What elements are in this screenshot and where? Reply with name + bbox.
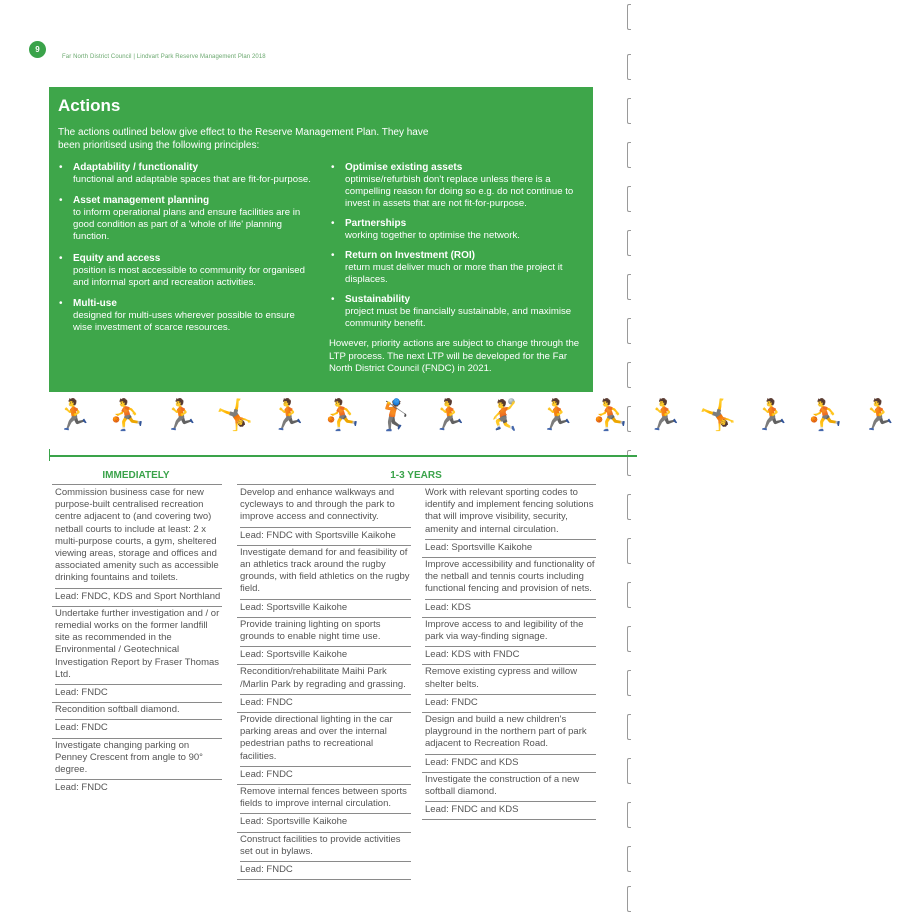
bullet-icon: •: [59, 195, 63, 206]
action-description: Provide directional lighting in the car parking areas and over the internal pedestrian paths to recreational facilities.: [240, 714, 393, 762]
principle-item: [57, 298, 311, 334]
bullet-icon: •: [59, 298, 63, 309]
action-item: [52, 607, 222, 703]
immediately-heading: IMMEDIATELY: [102, 470, 170, 481]
action-lead: Lead: FNDC: [55, 684, 222, 699]
principles-right-column: [329, 162, 585, 376]
principle-text: position is most accessible to community for organised and informal sport and recreation activities.: [73, 265, 305, 288]
principle-title: Equity and access: [73, 253, 161, 264]
principle-text: project must be financially sustainable, and maximise community benefit.: [345, 306, 572, 329]
principle-title: Adaptability / functionality: [73, 162, 199, 173]
action-lead: Lead: Sportsville Kaikohe: [240, 646, 411, 661]
principle-title: Multi-use: [73, 298, 117, 309]
principles-left-column: [57, 162, 311, 334]
action-description: Design and build a new children's playground in the northern part of park adjacent to Recreation Road.: [425, 714, 587, 750]
action-description: Construct facilities to provide activities set out in bylaws.: [240, 833, 401, 857]
actions-panel: [49, 87, 593, 392]
action-item: [52, 739, 222, 798]
principle-item: [57, 195, 311, 243]
action-description: Develop and enhance walkways and cycleways to and through the park to improve access and connectivity.: [240, 487, 395, 523]
action-item: [237, 665, 411, 713]
action-item: [237, 546, 411, 618]
running-header: Far North District Council | Lindvart Park Reserve Management Plan 2018: [62, 54, 266, 60]
heading-underline: [52, 484, 222, 485]
action-item: [422, 486, 596, 558]
action-item: [422, 618, 596, 666]
action-description: Investigate demand for and feasibility of an athletics track around the rugby grounds, with field athletics on the rugby field.: [240, 546, 410, 595]
bullet-icon: •: [59, 162, 63, 173]
principle-text: optimise/refurbish don't replace unless there is a compelling reason for doing so e.g. do not continue to invest in assets that are not fit-for-purpose.: [345, 174, 574, 209]
action-description: Recondition softball diamond.: [55, 704, 180, 716]
bullet-icon: •: [331, 294, 335, 305]
principle-item: [329, 162, 585, 210]
action-description: Undertake further investigation and / or remedial works on the former landfill site as recommended in the Environmental / Geotechnical Investigation Report by Fraser Thomas Ltd.: [55, 607, 220, 680]
action-description: Investigate changing parking on Penney Crescent from angle to 90° degree.: [55, 739, 203, 776]
action-item: [237, 486, 411, 546]
one-to-three-years-column-1: [237, 486, 411, 880]
action-item: [422, 558, 596, 618]
action-item: [237, 785, 411, 833]
action-lead: Lead: FNDC and KDS: [425, 801, 596, 816]
actions-intro: The actions outlined below give effect to the Reserve Management Plan. They have been prioritised using the following principles:: [58, 127, 429, 151]
action-item: [237, 833, 411, 881]
bullet-icon: •: [331, 218, 335, 229]
principle-title: Sustainability: [345, 294, 411, 305]
action-lead: Lead: FNDC: [55, 719, 222, 734]
principle-text: to inform operational plans and ensure facilities are in good condition as part of a 'whole of life' planning function.: [73, 207, 301, 242]
action-item: [237, 618, 411, 666]
action-lead: Lead: FNDC: [240, 861, 411, 876]
action-lead: Lead: FNDC, KDS and Sport Northland: [55, 588, 222, 603]
action-description: Provide training lighting on sports grounds to enable night time use.: [240, 618, 381, 643]
action-description: Improve access to and legibility of the park via way-finding signage.: [425, 618, 584, 643]
action-item: [422, 713, 596, 773]
action-lead: Lead: Sportsville Kaikohe: [425, 539, 596, 554]
principle-item: [329, 218, 585, 242]
action-lead: Lead: FNDC: [240, 694, 411, 709]
action-lead: Lead: FNDC: [55, 779, 222, 794]
action-item: [422, 773, 596, 821]
principle-title: Return on Investment (ROI): [345, 250, 476, 261]
principle-item: [329, 294, 585, 330]
action-description: Work with relevant sporting codes to identify and implement fencing solutions that will improve visibility, security, amenity and internal circulation.: [425, 487, 594, 535]
athlete-silhouettes-decoration: 🏃 ⛹ 🏃 🤸 🏃 ⛹ 🏌 🏃 🤾 🏃 ⛹ 🏃 🤸 🏃 ⛹ 🏃: [55, 399, 902, 432]
action-lead: Lead: FNDC: [425, 694, 596, 709]
action-lead: Lead: FNDC with Sportsville Kaikohe: [240, 527, 411, 542]
bullet-icon: •: [59, 253, 63, 264]
principle-item: [329, 250, 585, 286]
action-item: [52, 486, 222, 607]
principle-title: Partnerships: [345, 218, 407, 229]
principle-text: working together to optimise the network.: [345, 230, 520, 241]
one-to-three-years-heading: 1-3 YEARS: [390, 470, 442, 481]
action-description: Commission business case for new purpose-built centralised recreation centre adjacent to (and covering two) netball courts to include at least: 2 x multi-purpose courts, a gym, sheltered viewing areas, storage and offices and associated amenity such as accessible drinking fountains and toilets.: [55, 487, 219, 584]
action-item: [422, 665, 596, 713]
one-to-three-years-column-2: [422, 486, 596, 820]
priority-note: However, priority actions are subject to change through the LTP process. The next LTP will be developed for the Far North District Council (FNDC) in 2021.: [329, 338, 580, 374]
heading-underline: [237, 484, 596, 485]
page-number-badge: 9: [29, 41, 46, 58]
action-lead: Lead: KDS: [425, 599, 596, 614]
action-description: Investigate the construction of a new softball diamond.: [425, 773, 580, 798]
principle-item: [57, 162, 311, 186]
action-description: Remove existing cypress and willow shelter belts.: [425, 666, 578, 690]
bullet-icon: •: [331, 250, 335, 261]
action-lead: Lead: FNDC: [240, 766, 411, 781]
actions-title: Actions: [58, 96, 121, 115]
principle-title: Optimise existing assets: [345, 162, 463, 173]
action-lead: Lead: KDS with FNDC: [425, 646, 596, 661]
section-divider: [49, 455, 637, 457]
principle-text: functional and adaptable spaces that are fit-for-purpose.: [73, 174, 311, 185]
immediately-column: [52, 486, 222, 797]
principle-item: [57, 253, 311, 289]
action-lead: Lead: FNDC and KDS: [425, 754, 596, 769]
action-description: Recondition/rehabilitate Maihi Park /Marlin Park by regrading and grassing.: [240, 666, 406, 690]
action-lead: Lead: Sportsville Kaikohe: [240, 813, 411, 828]
principle-text: designed for multi-uses wherever possible to ensure wise investment of scarce resources.: [73, 310, 295, 333]
action-item: [52, 703, 222, 738]
action-description: Remove internal fences between sports fields to improve internal circulation.: [240, 786, 407, 810]
principle-text: return must deliver much or more than the project it displaces.: [345, 262, 563, 285]
action-item: [237, 713, 411, 785]
bullet-icon: •: [331, 162, 335, 173]
action-description: Improve accessibility and functionality of the netball and tennis courts including functional fencing and provision of nets.: [425, 559, 595, 595]
action-lead: Lead: Sportsville Kaikohe: [240, 599, 411, 614]
principle-title: Asset management planning: [73, 195, 210, 206]
